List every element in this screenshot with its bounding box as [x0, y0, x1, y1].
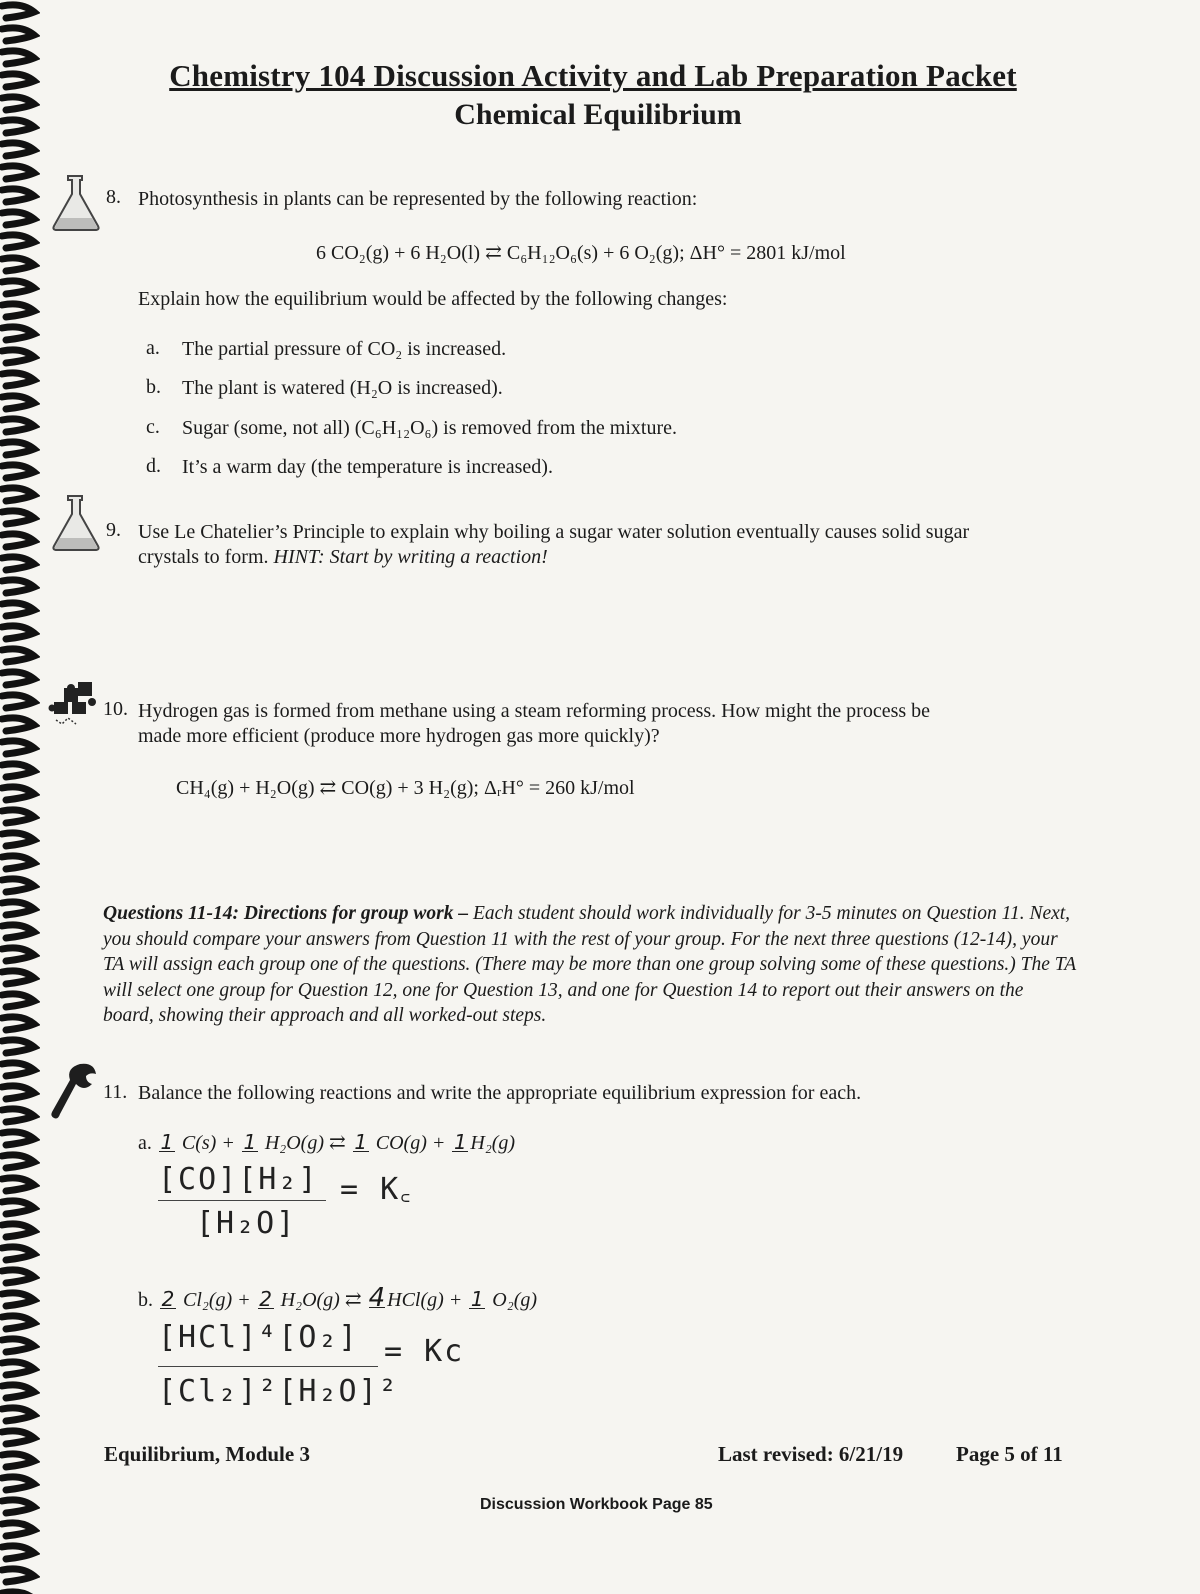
spiral-coil [2, 580, 34, 593]
spiral-coil [2, 419, 34, 432]
spiral-coil [2, 1201, 34, 1214]
spiral-coil [2, 948, 34, 961]
coefficient-blank: 1 [160, 1130, 174, 1154]
q11-prompt: Balance the following reactions and write the appropriate equilibrium expression for each. [138, 1082, 862, 1104]
flask-icon [48, 172, 104, 234]
q10-number: 10. [103, 698, 128, 720]
spiral-coil [2, 1270, 34, 1283]
spiral-coil [2, 51, 34, 64]
flask-icon [48, 492, 104, 554]
q11a-kc: = K꜀ [340, 1172, 413, 1207]
coefficient-blank: 1 [354, 1130, 368, 1154]
species: CO(g) + [370, 1132, 451, 1154]
spiral-coil [2, 1155, 34, 1168]
q10-line1: Hydrogen gas is formed from methane using a steam reforming process. How might the process be [138, 700, 931, 722]
spiral-coil [2, 534, 34, 547]
species: H₂O(g) ⇄ [259, 1132, 351, 1154]
directions-lead: Questions 11-14: Directions for group work – [103, 903, 469, 924]
spiral-coil [2, 1454, 34, 1467]
spiral-coil [2, 1224, 34, 1237]
spiral-coil [2, 902, 34, 915]
spiral-coil [2, 1293, 34, 1306]
footer-revised: Last revised: 6/21/19 [718, 1442, 904, 1466]
spiral-coil [2, 1431, 34, 1444]
spiral-coil [2, 5, 34, 18]
footer-page: Page 5 of 11 [956, 1442, 1063, 1466]
spiral-coil [2, 1477, 34, 1490]
fraction-bar [158, 1366, 378, 1367]
spiral-coil [2, 764, 34, 777]
page-subtitle: Chemical Equilibrium [454, 98, 742, 131]
q9-line2-text: crystals to form. [138, 546, 274, 568]
q8-item-letter: d. [146, 455, 161, 477]
q8-number: 8. [106, 186, 121, 208]
spiral-coil [2, 1017, 34, 1030]
spiral-coil [2, 1408, 34, 1421]
spiral-binding [0, 0, 40, 1594]
spiral-coil [2, 1569, 34, 1582]
spiral-coil [2, 810, 34, 823]
species: H₂(g) [470, 1132, 516, 1154]
species: O₂(g) [487, 1289, 538, 1311]
spiral-coil [2, 1132, 34, 1145]
species: HCl(g) + [387, 1289, 468, 1311]
q10-line2: made more efficient (produce more hydrogen gas more quickly)? [138, 725, 660, 747]
spiral-coil [2, 787, 34, 800]
spiral-coil [2, 603, 34, 616]
q9-line2 [138, 545, 548, 570]
spiral-coil [2, 465, 34, 478]
spiral-coil [2, 1086, 34, 1099]
spiral-coil [2, 235, 34, 248]
spiral-coil [2, 1316, 34, 1329]
q8-equation: 6 CO₂(g) + 6 H₂O(l) ⇄ C₆H₁₂O₆(s) + 6 O₂(g); ΔH° = 2801 kJ/mol [316, 242, 846, 264]
spiral-coil [2, 1109, 34, 1122]
spiral-coil [2, 212, 34, 225]
spiral-coil [2, 143, 34, 156]
spiral-coil [2, 442, 34, 455]
directions-text: Each student should work individually for 3-5 minutes on Question 11. Next, you should compare your answers from Question 11 with the rest of your group. For the next three questions (12-14), your TA will assign each group one of the questions. (There may be more than one group solving some of these questions.) The TA will select one group for Question 12, one for Question 13, and one for Question 14 to report out their answers on the board, showing their approach and all worked-out steps. [103, 903, 1076, 1026]
spiral-coil [2, 1339, 34, 1352]
q11a-denominator: [H₂O] [196, 1206, 297, 1241]
wrench-icon [50, 1060, 100, 1126]
q9-hint: HINT: Start by writing a reaction! [273, 546, 548, 568]
spiral-coil [2, 741, 34, 754]
q11a-numerator: [CO][H₂] [158, 1162, 319, 1197]
spiral-coil [2, 511, 34, 524]
coefficient-blank: 1 [470, 1287, 484, 1311]
q10-equation: CH₄(g) + H₂O(g) ⇄ CO(g) + 3 H₂(g); ΔᵣH° = 260 kJ/mol [176, 777, 635, 799]
spiral-coil [2, 304, 34, 317]
spiral-coil [2, 488, 34, 501]
q9-line1: Use Le Chatelier’s Principle to explain why boiling a sugar water solution eventually causes solid sugar [138, 521, 970, 543]
footer-module: Equilibrium, Module 3 [104, 1442, 310, 1466]
q8-item-text: Sugar (some, not all) (C₆H₁₂O₆) is removed from the mixture. [182, 417, 678, 439]
q11b-reaction [138, 1283, 538, 1313]
coefficient-blank: 1 [454, 1130, 467, 1154]
spiral-coil [2, 1063, 34, 1076]
spiral-coil [2, 649, 34, 662]
q11a-letter: a. [138, 1132, 152, 1154]
q11b-kc: = Kc [384, 1334, 465, 1369]
spiral-coil [2, 1385, 34, 1398]
species: Cl₂(g) + [178, 1289, 256, 1311]
spiral-coil [2, 189, 34, 202]
spiral-coil [2, 120, 34, 133]
spiral-coil [2, 833, 34, 846]
spiral-coil [2, 672, 34, 685]
coefficient-blank: 1 [243, 1130, 257, 1154]
species: H₂O(g) ⇄ [275, 1289, 367, 1311]
q11b-letter: b. [138, 1289, 153, 1311]
spiral-coil [2, 626, 34, 639]
spiral-coil [2, 350, 34, 363]
puzzle-icon [48, 680, 102, 730]
spiral-coil [2, 74, 34, 87]
spiral-coil [2, 718, 34, 731]
page-title: Chemistry 104 Discussion Activity and Lab Preparation Packet [169, 58, 1017, 93]
q11b-numerator: [HCl]⁴[O₂] [158, 1320, 359, 1355]
spiral-coil [2, 373, 34, 386]
spiral-coil [2, 166, 34, 179]
coefficient-blank: 4 [368, 1283, 386, 1313]
spiral-coil [2, 258, 34, 271]
workbook-page: Discussion Workbook Page 85 [480, 1496, 713, 1513]
spiral-coil [2, 971, 34, 984]
q8-item-letter: b. [146, 376, 161, 398]
spiral-coil [2, 1040, 34, 1053]
q8-item-text: It’s a warm day (the temperature is increased). [182, 456, 553, 478]
q11a-reaction [138, 1131, 515, 1156]
spiral-coil [2, 1178, 34, 1191]
spiral-coil [2, 28, 34, 41]
spiral-coil [2, 281, 34, 294]
spiral-coil [2, 327, 34, 340]
group-work-directions [103, 901, 1078, 1029]
q8-item-text: The partial pressure of CO₂ is increased. [182, 338, 507, 360]
coefficient-blank: 2 [259, 1287, 273, 1311]
q11b-denominator: [Cl₂]²[H₂O]² [158, 1374, 399, 1409]
spiral-coil [2, 97, 34, 110]
spiral-coil [2, 1500, 34, 1513]
q9-number: 9. [106, 519, 121, 541]
spiral-coil [2, 695, 34, 708]
spiral-coil [2, 856, 34, 869]
fraction-bar [158, 1200, 326, 1201]
q8-item-text: The plant is watered (H₂O is increased). [182, 377, 503, 399]
spiral-coil [2, 396, 34, 409]
q8-prompt: Photosynthesis in plants can be represented by the following reaction: [138, 188, 698, 210]
spiral-coil [2, 1523, 34, 1536]
q8-item-letter: c. [146, 416, 160, 438]
spiral-coil [2, 994, 34, 1007]
q8-item-letter: a. [146, 337, 160, 359]
spiral-coil [2, 925, 34, 938]
spiral-coil [2, 1247, 34, 1260]
q11-number: 11. [103, 1081, 128, 1103]
spiral-coil [2, 557, 34, 570]
spiral-coil [2, 1362, 34, 1375]
species: C(s) + [176, 1132, 240, 1154]
spiral-coil [2, 879, 34, 892]
q8-explain: Explain how the equilibrium would be affected by the following changes: [138, 288, 728, 310]
spiral-coil [2, 1546, 34, 1559]
coefficient-blank: 2 [161, 1287, 175, 1311]
